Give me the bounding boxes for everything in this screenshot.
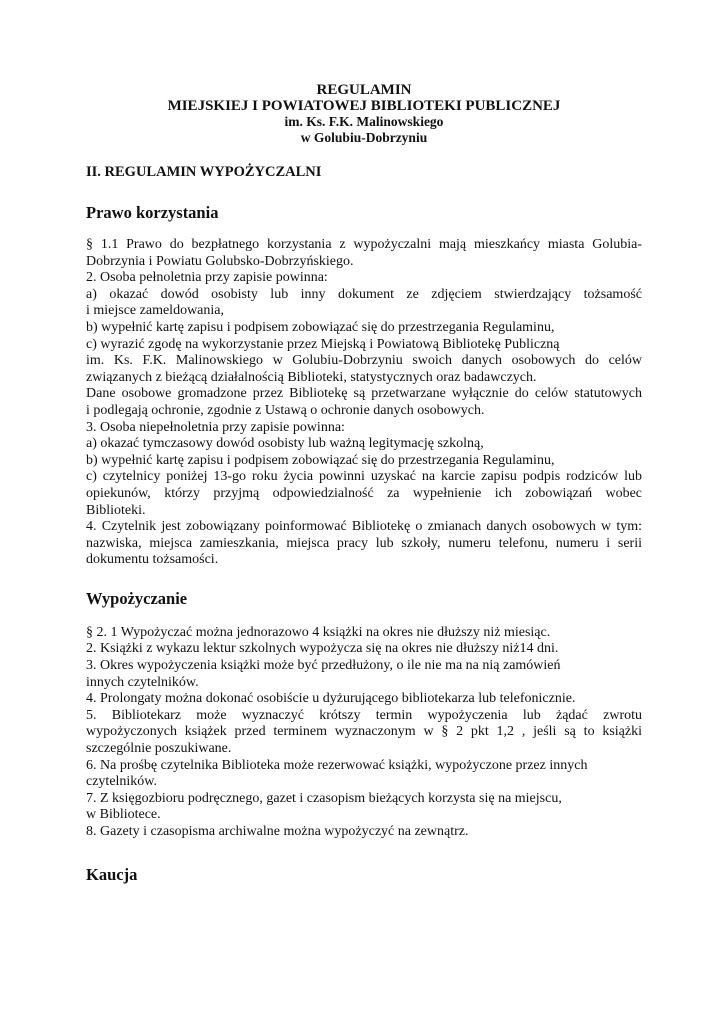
text-line: a) okazać dowód osobisty lub inny dokument ze zdjęciem stwierdzający tożsamość: [86, 286, 642, 302]
text-line: b) wypełnić kartę zapisu i podpisem zobowiązać się do przestrzegania Regulaminu,: [86, 452, 555, 468]
section-title: II. REGULAMIN WYPOŻYCZALNI: [86, 164, 322, 180]
text-line: im. Ks. F.K. Malinowskiego w Golubiu-Dobrzyniu swoich danych osobowych do celów: [86, 353, 642, 369]
text-line: innych czytelników.: [86, 674, 199, 690]
text-line: 2. Osoba pełnoletnia przy zapisie powinna:: [86, 270, 328, 286]
heading-prawo-korzystania: Prawo korzystania: [86, 203, 219, 222]
wypozyczanie-paragraph: [86, 625, 642, 841]
text-line: 6. Na prośbę czytelnika Biblioteka może rezerwować książki, wypożyczone przez innych: [86, 757, 588, 773]
text-line: 3. Osoba niepełnoletnia przy zapisie powinna:: [86, 419, 345, 435]
text-line: opiekunów, którzy przyjmą odpowiedzialność za wypełnienie ich zobowiązań wobec: [86, 485, 642, 501]
title-line-4: w Golubiu-Dobrzyniu: [300, 130, 428, 145]
text-line: 2. Książki z wykazu lektur szkolnych wypożycza się na okres nie dłuższy niż14 dni.: [86, 641, 559, 657]
text-line: nazwiska, miejsca zamieszkania, miejsca pracy lub szkoły, numeru telefonu, numeru i serii: [86, 535, 642, 551]
title-line-2: MIEJSKIEJ I POWIATOWEJ BIBLIOTEKI PUBLICZNEJ: [167, 98, 561, 114]
text-line: Dane osobowe gromadzone przez Bibliotekę są przetwarzane wyłącznie do celów statutowych: [86, 386, 642, 402]
text-line: c) czytelnicy poniżej 13-go roku życia powinni uzyskać na karcie zapisu podpis rodziców lub: [86, 469, 642, 485]
text-line: § 1.1 Prawo do bezpłatnego korzystania z wypożyczalni mają mieszkańcy miasta Golubia-: [86, 237, 642, 252]
text-line: wypożyczonych książek przed terminem wyznaczonym w § 2 pkt 1,2 , jeśli są to książki: [86, 724, 642, 740]
text-line: 4. Czytelnik jest zobowiązany poinformować Bibliotekę o zmianach danych osobowych w tym:: [86, 519, 642, 535]
document-title: [86, 82, 642, 146]
text-line: związanych z bieżącą działalnością Biblioteki, statystycznych oraz badawczych.: [86, 369, 537, 385]
text-line: 8. Gazety i czasopisma archiwalne można wypożyczyć na zewnątrz.: [86, 824, 469, 839]
text-line: 5. Bibliotekarz może wyznaczyć krótszy termin wypożyczenia lub żądać zwrotu: [86, 707, 642, 723]
text-line: szczególnie poszukiwane.: [86, 741, 232, 757]
title-line-3: im. Ks. F.K. Malinowskiego: [284, 114, 444, 129]
text-line: Dobrzynia i Powiatu Golubsko-Dobrzyńskiego.: [86, 253, 354, 269]
text-line: b) wypełnić kartę zapisu i podpisem zobowiązać się do przestrzegania Regulaminu,: [86, 319, 555, 335]
text-line: a) okazać tymczasowy dowód osobisty lub ważną legitymację szkolną,: [86, 436, 484, 452]
text-line: Biblioteki.: [86, 502, 146, 518]
heading-wypozyczanie: Wypożyczanie: [86, 588, 188, 608]
heading-kaucja: Kaucja: [86, 864, 138, 884]
text-line: w Bibliotece.: [86, 807, 161, 823]
text-line: 7. Z księgozbioru podręcznego, gazet i czasopism bieżących korzysta się na miejscu,: [86, 790, 562, 806]
text-line: § 2. 1 Wypożyczać można jednorazowo 4 książki na okres nie dłuższy niż miesiąc.: [86, 624, 551, 640]
title-line-1: REGULAMIN: [316, 82, 412, 98]
text-line: 4. Prolongaty można dokonać osobiście u dyżurującego bibliotekarza lub telefonicznie.: [86, 691, 576, 707]
prawo-paragraph: [86, 237, 642, 569]
text-line: czytelników.: [86, 774, 158, 790]
text-line: dokumentu tożsamości.: [86, 552, 219, 568]
text-line: 3. Okres wypożyczenia książki może być przedłużony, o ile nie ma na nią zamówień: [86, 658, 561, 674]
text-line: i podlegają ochronie, zgodnie z Ustawą o ochronie danych osobowych.: [86, 402, 485, 418]
document-page: [86, 82, 642, 885]
text-line: i miejsce zameldowania,: [86, 303, 224, 319]
text-line: c) wyrazić zgodę na wykorzystanie przez Miejską i Powiatową Bibliotekę Publiczną: [86, 336, 560, 352]
